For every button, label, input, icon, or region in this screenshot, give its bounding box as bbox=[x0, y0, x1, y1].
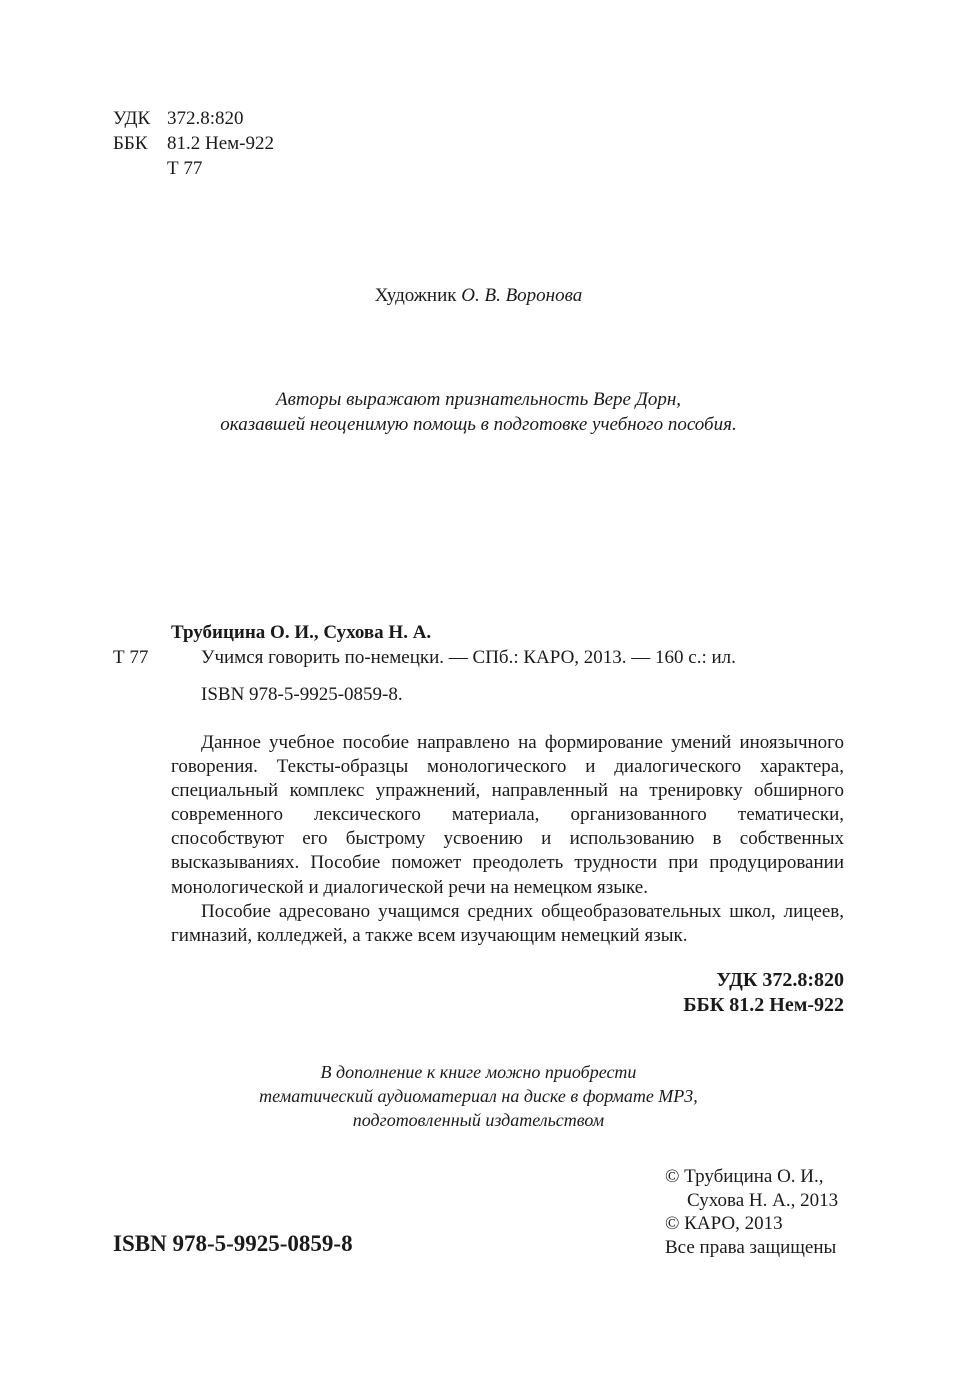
acknowledgement-line-2: оказавшей неоценимую помощь в подготовке учебного пособия. bbox=[220, 414, 737, 435]
bbk-code bbox=[113, 132, 274, 156]
bbk-label: ББК bbox=[113, 133, 148, 154]
supplement-line-1: В дополнение к книге можно приобрести bbox=[320, 1062, 637, 1082]
supplement-line-3: подготовленный издательством bbox=[352, 1110, 605, 1130]
illustrator-name: О. В. Воронова bbox=[461, 285, 583, 306]
abstract-paragraph-1: Данное учебное пособие направлено на формирование умений иноязычного говорения. Тексты-образцы монологического и диалогического характера, специальный комплекс упражнений, направленный на тренировку обширного современного лексического материала, организованного тематически, способствуют его быстрому усвоению и использованию в собственных высказываниях. Пособие поможет преодолеть трудности при продуцировании монологической и диалогической речи на немецком языке. bbox=[171, 732, 844, 898]
copyright-block bbox=[665, 1165, 838, 1259]
bbk-bold: ББК 81.2 Нем-922 bbox=[683, 994, 844, 1016]
udk-bold: УДК 372.8:820 bbox=[716, 969, 844, 991]
book-title-line: Учимся говорить по-немецки. — СПб.: КАРО, 2013. — 160 с.: ил. bbox=[201, 647, 736, 668]
copyright-line-4: Все права защищены bbox=[665, 1236, 837, 1258]
udk-code bbox=[113, 107, 244, 131]
isbn-bold: ISBN 978-5-9925-0859-8 bbox=[113, 1231, 353, 1256]
abstract-paragraph-2: Пособие адресовано учащимся средних общеобразовательных школ, лицеев, гимназий, колледжей, а также всем изучающим немецкий язык. bbox=[171, 900, 844, 946]
illustrator-credit bbox=[0, 284, 957, 308]
classification-codes-bold bbox=[683, 968, 844, 1018]
illustrator-label: Художник bbox=[374, 285, 457, 306]
abstract bbox=[171, 731, 844, 948]
copyright-line-3: © КАРО, 2013 bbox=[665, 1213, 783, 1234]
supplement-line-2: тематический аудиоматериал на диске в формате MP3, bbox=[259, 1086, 698, 1106]
udk-value: 372.8:820 bbox=[167, 108, 244, 129]
copyright-line-2: Сухова Н. А., 2013 bbox=[687, 1189, 839, 1211]
copyright-line-1: © Трубицина О. И., bbox=[665, 1166, 824, 1187]
acknowledgement-line-1: Авторы выражают признательность Вере Дорн, bbox=[275, 389, 681, 410]
book-authors: Трубицина О. И., Сухова Н. А. bbox=[171, 622, 432, 643]
bibliography-author-sign: Т 77 bbox=[113, 647, 149, 668]
bbk-value: 81.2 Нем-922 bbox=[167, 133, 275, 154]
udk-label: УДК bbox=[113, 108, 151, 129]
author-sign: Т 77 bbox=[167, 158, 203, 179]
book-isbn-line: ISBN 978-5-9925-0859-8. bbox=[201, 684, 403, 705]
